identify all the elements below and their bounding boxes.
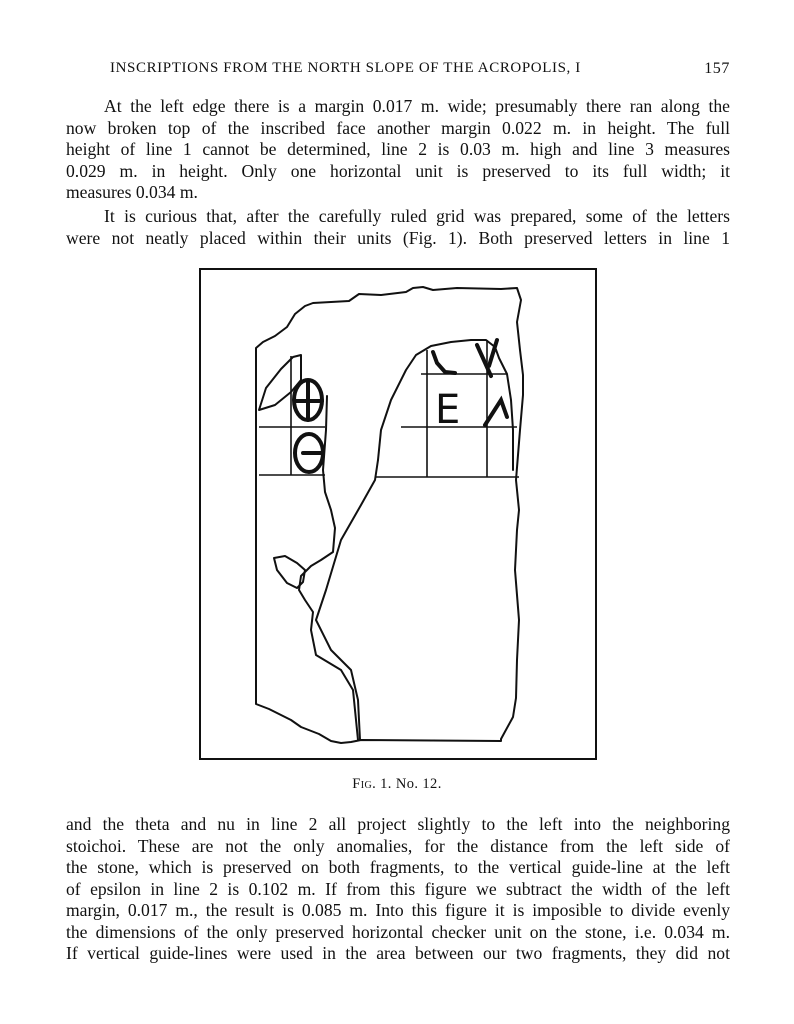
left-fragment-break (299, 396, 358, 740)
paragraph-line: the stone, which is preserved on both fragments, to the vertical guide-line at the left (66, 857, 730, 877)
page-number: 157 (704, 60, 730, 77)
paragraph-3 (66, 814, 730, 965)
paragraph-line: stoichoi. These are not the only anomalies, for the distance from the left side of (66, 835, 730, 856)
paragraph-1 (66, 96, 730, 204)
paragraph-line: and the theta and nu in line 2 all project slightly to the left into the neighboring (66, 814, 730, 834)
right-fragment-lower-break (316, 460, 378, 740)
paragraph-line: were not neatly placed within their units (Fig. 1). Both preserved letters in line 1 (66, 227, 730, 248)
paragraph-line: 0.029 m. in height. Only one horizontal unit is preserved to its full width; it (66, 160, 730, 181)
figure-caption (0, 776, 794, 793)
partial-letter-top (433, 352, 455, 373)
theta-letter-line-2 (295, 434, 323, 472)
paragraph-line: height of line 1 cannot be determined, line 2 is 0.03 m. high and line 3 measures (66, 139, 730, 159)
paragraph-line: of epsilon in line 2 is 0.102 m. If from this figure we subtract the width of the left (66, 878, 730, 899)
caption-text: No. 12. (395, 776, 442, 792)
epsilon-letter: Ε (435, 387, 461, 433)
paragraph-line: now broken top of the inscribed face another margin 0.022 m. in height. The full (66, 117, 730, 138)
paragraph-line: It is curious that, after the carefully ruled grid was prepared, some of the letters (104, 206, 730, 226)
paragraph-line: margin, 0.017 m., the result is 0.085 m. Into this figure it is imposible to divide evenly (66, 900, 730, 920)
paragraph-line: measures 0.034 m. (66, 182, 198, 202)
caption-label: Fig. 1. (352, 776, 392, 792)
paragraph-2 (66, 206, 730, 249)
nu-letter-line-2 (485, 400, 507, 425)
theta-letter-line-1 (294, 380, 322, 420)
paragraph-line: At the left edge there is a margin 0.017 m. wide; presumably there ran along the (104, 96, 730, 116)
figure-1 (199, 268, 597, 760)
stone-drawing (201, 270, 599, 762)
paragraph-line: the dimensions of the only preserved horizontal checker unit on the stone, i.e. 0.034 m. (66, 921, 730, 942)
running-head-title: INSCRIPTIONS FROM THE NORTH SLOPE OF THE ACROPOLIS, I (110, 60, 581, 76)
paragraph-line: If vertical guide-lines were used in the area between our two fragments, they did not (66, 943, 730, 963)
